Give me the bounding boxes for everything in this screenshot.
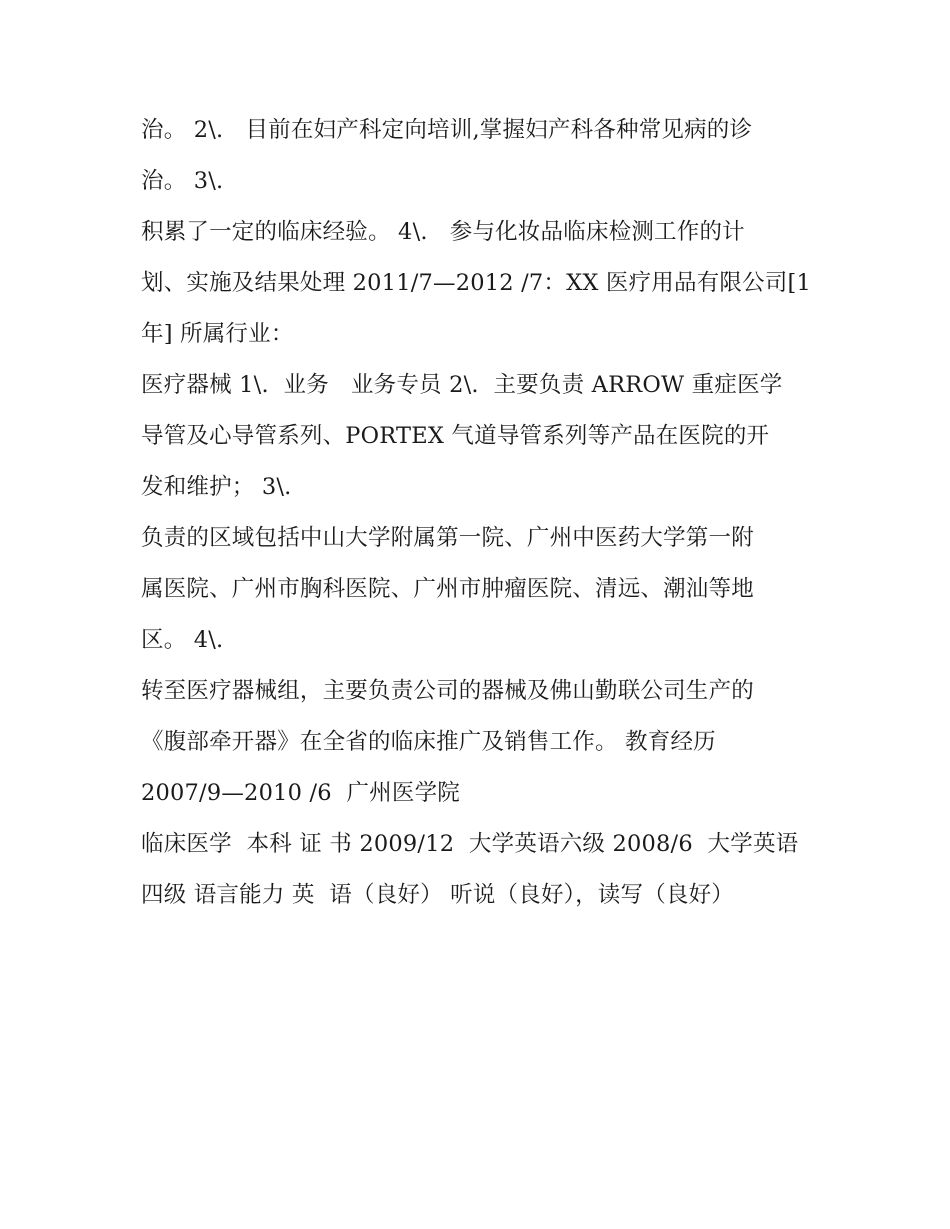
text-line: 四级 语言能力 英 语（良好） 听说（良好），读写（良好）: [141, 882, 735, 908]
text-line: 年] 所属行业：: [141, 321, 294, 347]
text-line: 治。 3\.: [141, 168, 224, 194]
text-line: 积累了一定的临床经验。 4\. 参与化妆品临床检测工作的计: [141, 219, 745, 245]
text-line: 发和维护； 3\.: [141, 474, 292, 500]
text-line: 转至医疗器械组，主要负责公司的器械及佛山勤联公司生产的: [141, 678, 754, 704]
text-line: 负责的区域包括中山大学附属第一院、广州中医药大学第一附: [141, 525, 754, 551]
text-line: 导管及心导管系列、PORTEX 气道导管系列等产品在医院的开: [141, 423, 770, 449]
text-line: 临床医学 本科 证 书 2009/12 大学英语六级 2008/6 大学英语: [141, 831, 799, 857]
text-line: 治。 2\. 目前在妇产科定向培训,掌握妇产科各种常见病的诊: [141, 117, 753, 143]
text-line: 2007/9—2010 /6 广州医学院: [141, 780, 460, 806]
text-line: 区。 4\.: [141, 627, 224, 653]
document-body: [141, 105, 821, 921]
text-line: 医疗器械 1\. 业务 业务专员 2\. 主要负责 ARROW 重症医学: [141, 372, 783, 398]
text-line: 划、实施及结果处理 2011/7—2012 /7：XX 医疗用品有限公司[1: [141, 270, 811, 296]
text-line: 《腹部牵开器》在全省的临床推广及销售工作。 教育经历: [141, 729, 716, 755]
text-line: 属医院、广州市胸科医院、广州市肿瘤医院、清远、潮汕等地: [141, 576, 754, 602]
